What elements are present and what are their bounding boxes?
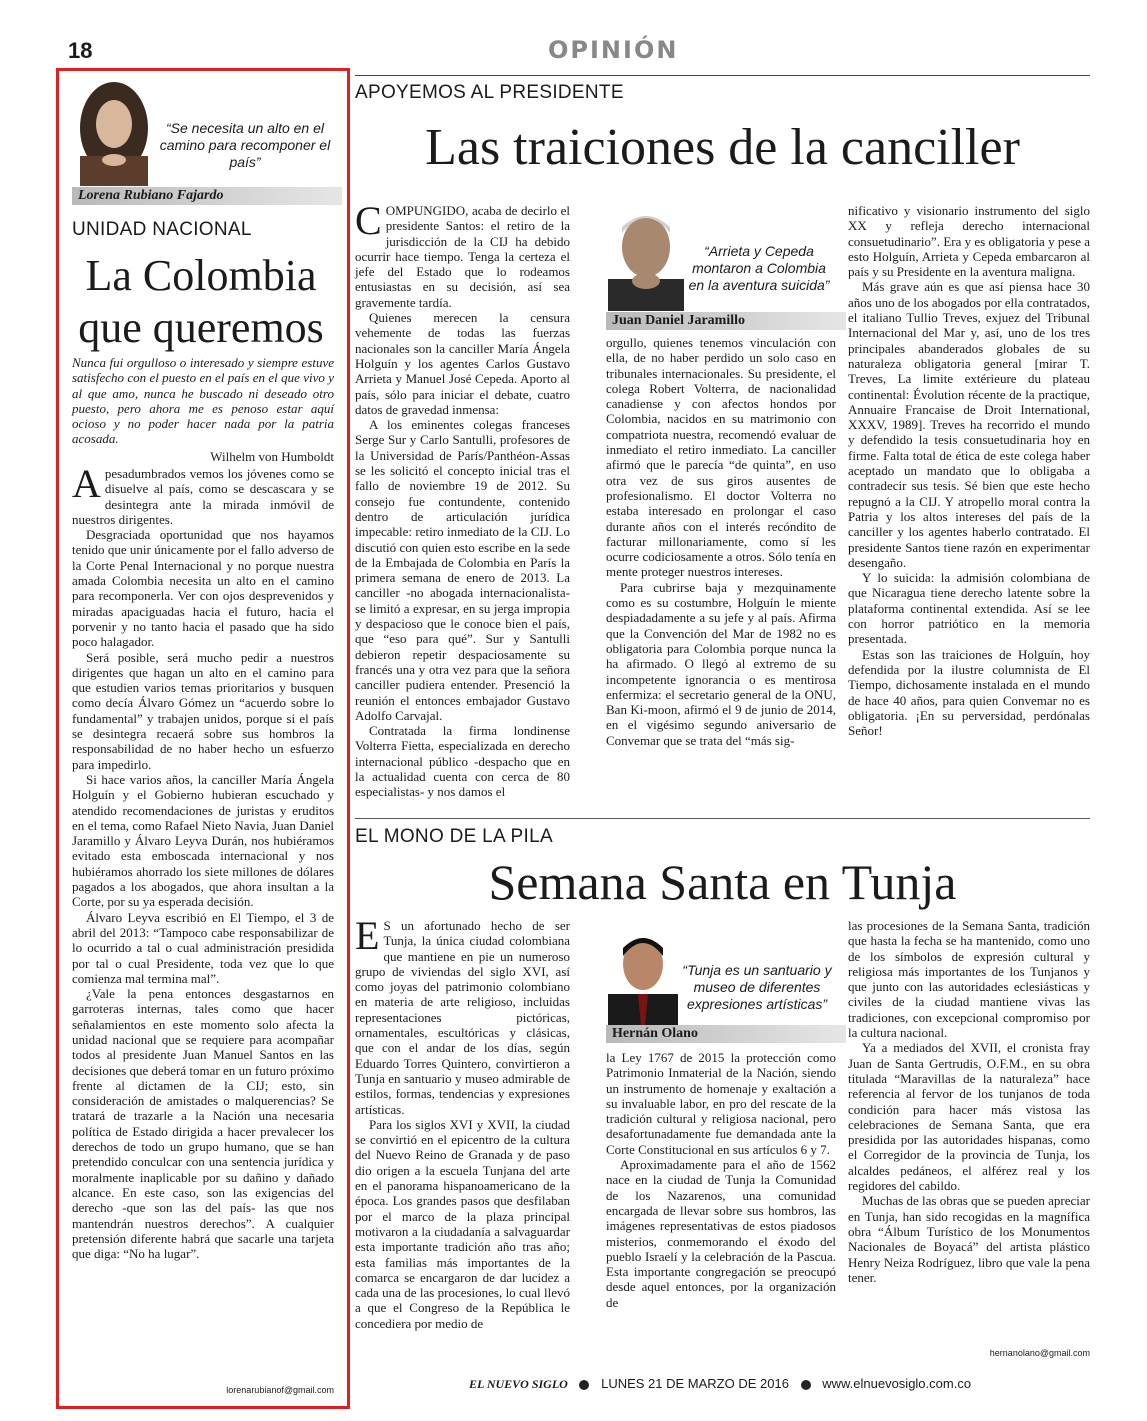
- epigraph-text: Nunca fui orgulloso o interesado y siempre estuve satisfecho con el puesto en el país en el que vivo y al que amo, nunca he buscado ni deseado otro puesto, pero ahora me es penoso estar aquí ocioso y no poder hacer nada por la patria acosada.: [72, 355, 334, 447]
- kicker-mono: EL MONO DE LA PILA: [355, 826, 553, 847]
- epigraph: [72, 355, 334, 464]
- author-photo-hernan: [608, 926, 678, 1026]
- man-portrait-icon: [608, 926, 678, 1026]
- email-hernan: hernanolano@gmail.com: [989, 1348, 1090, 1358]
- kicker-unidad: UNIDAD NACIONAL: [72, 219, 252, 240]
- paragraph: Para los siglos XVI y XVII, la ciudad se convirtió en el epicentro de la cultura del Nuevo Reino de Granada y de paso dio origen a la escuela Tunjana del arte en el panorama hispanoamericano de la época. Los grandes pasos que desfilaban por el marco de la plaza principal motivaron a la ciudadanía a salvaguardar esta importante tradición año tras año; esta familias más importantes de la comarca se encargaron de dar lucidez a cada una de las procesiones, lo cual llevó a que el Congreso de la República le concediera por medio de: [355, 1116, 570, 1331]
- paragraph: ¿Vale la pena entonces desgastarnos en garroteras internas, tales como que hacer señalamientos en este momento solo afecta la unidad nacional que se requiere para acompañar todos al presidente Juan Manuel Santos en las decisiones que deberá tomar en un futuro próximo frente al dictamen de la CIJ; esto, sin consideración de amistades o malquerencias? Se tratará de trazarle a la Nación una necesaria política de Estado dirigida a hacer prevalecer los derechos de todo un grupo humano, que se han pretendido conculcar con una sentencia jurídica y moralmente inaplicable por su dañino y dañado alcance. En este caso, son las exigencias del derecho -que son las del país- las que nos mantendrán nuestros derechos”. A cualquier pretensión diferente habrá que sacarle una tarjeta que diga: “No ha lugar”.: [72, 986, 334, 1262]
- page-number: 18: [68, 38, 93, 63]
- email-lorena: lorenarubianof@gmail.com: [226, 1385, 334, 1395]
- author-name-hernan: Hernán Olano: [606, 1025, 846, 1043]
- paragraph: Más grave aún es que así piensa hace 30 años uno de los abogados por ella contratados, el italiano Tullio Treves, exjuez del Tribunal Internacional del Mar y, así, uno de los tres principales abanderados globales de su naturaleza obligatoria general [mirar T. Treves, La limite extérieure du plateau continental: Évolution récente de la practique, Annuaire Francaise de Droit International, XXXV, 1989]. Treves ha recorrido el mundo y defendido la tesis consuetudinaria hoy en firme. Falta total de ética de este colega haber aceptado un mandato que lo obligaba a contradecir sus tesis. Sé bien que este hecho repugnó a la CIJ. Y atropello moral contra la Patria y los altos intereses del país de la canciller y los agentes haberlo contratado. El presidente Santos tiene razón en experimentar desengaño.: [848, 279, 1090, 570]
- paragraph: OMPUNGIDO, acaba de decirlo el presidente Santos: el retiro de la jurisdicción de la CIJ ha debido ocurrir hace tiempo. Tenga la certeza el jefe del Estado que lo rodeamos entusiastas en su decisión, así sea gravemente tardía.: [355, 203, 570, 310]
- article2-column-3: [848, 918, 1090, 1285]
- section-title: OPINIÓN: [548, 36, 679, 64]
- headline-semana-santa: Semana Santa en Tunja: [488, 854, 957, 910]
- kicker-apoyemos: APOYEMOS AL PRESIDENTE: [355, 82, 624, 103]
- paragraph: la Ley 1767 de 2015 la protección como Patrimonio Inmaterial de la Nación, siendo un instrumento de homenaje y exaltación a su invaluable labor, en pro del rescate de la tradición cultural y religiosa nacional, pero desafortunadamente fue demandada ante la Corte Constitucional en sus artículos 6 y 7.: [606, 1050, 836, 1157]
- article1-column-1: [355, 198, 570, 800]
- headline-traiciones: Las traiciones de la canciller: [425, 119, 1020, 176]
- footer-date: LUNES 21 DE MARZO DE 2016: [601, 1376, 789, 1391]
- paragraph: Álvaro Leyva escribió en El Tiempo, el 3 de abril del 2013: “Tampoco cabe responsabilizar de lo ocurrido a tal o cual administración presidida por tal o cual Presidente, toda vez que lo que comienza mal termina mal”.: [72, 909, 334, 986]
- author-name-lorena: Lorena Rubiano Fajardo: [72, 187, 342, 205]
- woman-portrait-icon: [70, 78, 154, 186]
- article2-column-2: [606, 1050, 836, 1310]
- epigraph-author: Wilhelm von Humboldt: [210, 448, 334, 464]
- headline-colombia: La Colombia que queremos: [78, 251, 324, 352]
- top-rule: [355, 75, 1090, 76]
- paragraph: nificativo y visionario instrumento del siglo XX y refleja derecho internacional consuetudinario”. Era y es obligatoria y pese a esto Holguín, Arrieta y Cepeda embarcaron al país y su Presidente en la aventura maligna.: [848, 203, 1090, 280]
- pull-quote-juan: “Arrieta y Cepeda montaron a Colombia en la aventura suicida”: [688, 243, 830, 293]
- pull-quote-hernan: “Tunja es un santuario y museo de diferentes expresiones artísticas”: [682, 962, 832, 1012]
- paragraph: Y lo suicida: la admisión colombiana de que Nicaragua tiene derecho latente sobre la plataforma continental extendida. Así se lee con horror patriótico en la memoria presentada.: [848, 570, 1090, 647]
- paragraph: S un afortunado hecho de ser Tunja, la única ciudad colombiana que mantiene en pie un numeroso grupo de viviendas del siglo XVI, así como joyas del patrimonio colombiano en materia de arte religioso, incluidas representaciones pictóricas, ornamentales, escultóricas y clásicas, que con el andar de los días, según Eduardo Torres Quintero, convirtieron a Tunja en santuario y museo admirable de estilos, formas, tendencias y expresiones artísticas.: [355, 918, 570, 1117]
- paragraph: A los eminentes colegas franceses Serge Sur y Carlo Santulli, profesores de la Universidad de París/Panthéon-Assas se les solicitó el concepto inicial tras el fallo de noviembre 19 de 2012. Su consejo fue contundente, contenido dentro de articulación jurídica impecable: retiro inmediato de la CIJ. Lo discutió con quien esto escribe en la sede de la Embajada de Colombia en París la primera semana de enero de 2013. La canciller -no abogada internacionalista- se limitó a expresar, en su jerga impropia y despacioso que le conoce bien el país, que “eso para qué”. Sur y Santulli debieron repetir despaciosamente su francés una y otra vez para que la señora canciller pudiera entender. Presenció la reunión el entonces embajador Gustavo Adolfo Carvajal.: [355, 417, 570, 723]
- paragraph: Si hace varios años, la canciller María Ángela Holguín y el Gobierno hubieran escuchado y atendido recomendaciones de juristas y eruditos en el tema, como Rafael Nieto Navia, Juan Daniel Jaramillo y Álvaro Leyva Durán, nos hubiéramos evitado esta emboscada internacional y nos hubiéramos ahorrado los siete millones de dólares pagados a los abogados, que ahora insultan a la Corte, por su ya esperada decisión.: [72, 771, 334, 910]
- article1-column-3: [848, 203, 1090, 738]
- paragraph: Quienes merecen la censura vehemente de todas las fuerzas nacionales son la canciller María Ángela Holguín y los agentes Carlos Gustavo Arrieta y Manuel José Cepeda. Aporto al país, sólo para iniciar el debate, cuatro datos de gravedad inmensa:: [355, 310, 570, 417]
- paragraph: Estas son las traiciones de Holguín, hoy defendida por la ilustre columnista de El Tiempo, dichosamente instalada en el mundo de hace 40 años, para quien Convemar no es obligatoria. ¡En su perversidad, perdónalas Señor!: [848, 646, 1090, 739]
- bullet-icon: [801, 1380, 811, 1390]
- paragraph: Para cubrirse baja y mezquinamente como es su costumbre, Holguín le miente despiadadamente a su jefe y al país. Afirma que la Convención del Mar de 1982 no es obligatoria para Colombia porque nunca la ha afirmado. O llegó al extremo de su incompetente ignorancia o es mentirosa enfermiza: el secretario general de la ONU, Ban Ki-moon, afirmó el 9 de junio de 2014, en el vigésimo segundo aniversario de Convemar que se trata del “más sig-: [606, 579, 836, 748]
- paragraph: Será posible, será mucho pedir a nuestros dirigentes que hagan un alto en el camino para que estudien varios temas prioritarios y busquen como decía Álvaro Gómez un “acuerdo sobre lo fundamental” y trabajen unidos, porque si el país se desintegra recaerá sobre sus hombros la responsabilidad de no haber hecho un esfuerzo para impedirlo.: [72, 649, 334, 772]
- footer-url[interactable]: www.elnuevosiglo.com.co: [822, 1376, 972, 1391]
- article1-column-2: [606, 335, 836, 748]
- paragraph: las procesiones de la Semana Santa, tradición que hasta la fecha se ha mantenido, como uno de los símbolos de expresión cultural y religiosa más importantes de los Tunjanos y que junto con las autoridades eclesiásticas y civiles de la ciudad mantiene vivas las tradiciones, con excepcional compromiso por la cultura nacional.: [848, 918, 1090, 1041]
- paragraph: Muchas de las obras que se pueden apreciar en Tunja, han sido recogidas en la magnífica obra “Álbum Turístico de los Monumentos Nacionales de Boyacá” del artista plástico Henry Neiza Rodríguez, libro que vale la pena tener.: [848, 1193, 1090, 1285]
- paragraph: orgullo, quienes tenemos vinculación con ella, de no haber perdido un solo caso en tribunales internacionales. Su presidente, el colega Robert Volterra, de nacionalidad canadiense y con afectos hondos por Colombia, nacidos en su matrimonio con compatriota nuestra, recomendó evaluar de inmediato el retiro inmediato. La canciller afirmó que le parecía “de quinta”, en uso otra vez de sus giros ausentes de profesionalismo. El doctor Volterra no estaba interesado en prolongar el caso durante años con el interés recóndito de facturar millonariamente, como sí les ocurre codiciosamente a otros. Sólo tenía en mente proteger nuestros intereses.: [606, 335, 836, 580]
- paragraph: Desgraciada oportunidad que nos hayamos tenido que unir únicamente por el fallo adverso de la Corte Penal Internacional y no porque nuestra amada Colombia necesita un alto en el camino para recomponerla. Ver con ojos desprevenidos y miradas apaciguadas hacia el futuro, hacia el porvenir y no tanto hacia el pasado que ha sido poco halagador.: [72, 527, 334, 650]
- dropcap-c: C: [355, 198, 382, 243]
- pull-quote-lorena: “Se necesita un alto en el camino para recomponer el país”: [159, 120, 331, 170]
- paragraph: Contratada la firma londinense Volterra Fietta, especializada en derecho internacional público -despacho que en la actualidad cuenta con cerca de 80 especialistas- y nos damos el: [355, 723, 570, 800]
- paragraph: Ya a mediados del XVII, el cronista fray Juan de Santa Gertrudis, O.F.M., en su obra titulada “Maravillas de la naturaleza” hace referencia al fervor de los tunjanos de toda condición para hacer más vistosa las celebraciones de Semana Santa, que era presidida por las autoridades hispanas, como el Corregidor de la provincia de Tunja, los alcaldes pedáneos, el alférez real y los regidores del cabildo.: [848, 1040, 1090, 1194]
- bullet-icon: [579, 1380, 589, 1390]
- author-photo-juan: [608, 203, 684, 311]
- man-portrait-icon: [608, 203, 684, 311]
- column-lorena-body: [72, 461, 334, 1262]
- newspaper-logo: EL NUEVO SIGLO: [468, 1377, 568, 1391]
- author-name-juan: Juan Daniel Jaramillo: [606, 312, 846, 330]
- article2-column-1: [355, 913, 570, 1331]
- page-footer: [340, 1376, 1100, 1392]
- dropcap-a: A: [72, 461, 101, 506]
- author-photo-lorena: [70, 78, 154, 186]
- article-divider: [355, 818, 1090, 819]
- paragraph: pesadumbrados vemos los jóvenes como se disuelve al país, como se descascara y se desintegra ante la mirada inmóvil de nuestros dirigentes.: [72, 466, 334, 527]
- paragraph: Aproximadamente para el año de 1562 nace en la ciudad de Tunja la Comunidad de los Nazarenos, una comunidad encargada de llevar sobre sus hombros, las imágenes representativas de estos piadosos misterios, conmemorando el éxodo del pueblo Israelí y la celebración de la Pascua. Esta importante congregación se preocupó desde aquel entonces, por la organización de: [606, 1157, 836, 1310]
- dropcap-e: E: [355, 913, 380, 958]
